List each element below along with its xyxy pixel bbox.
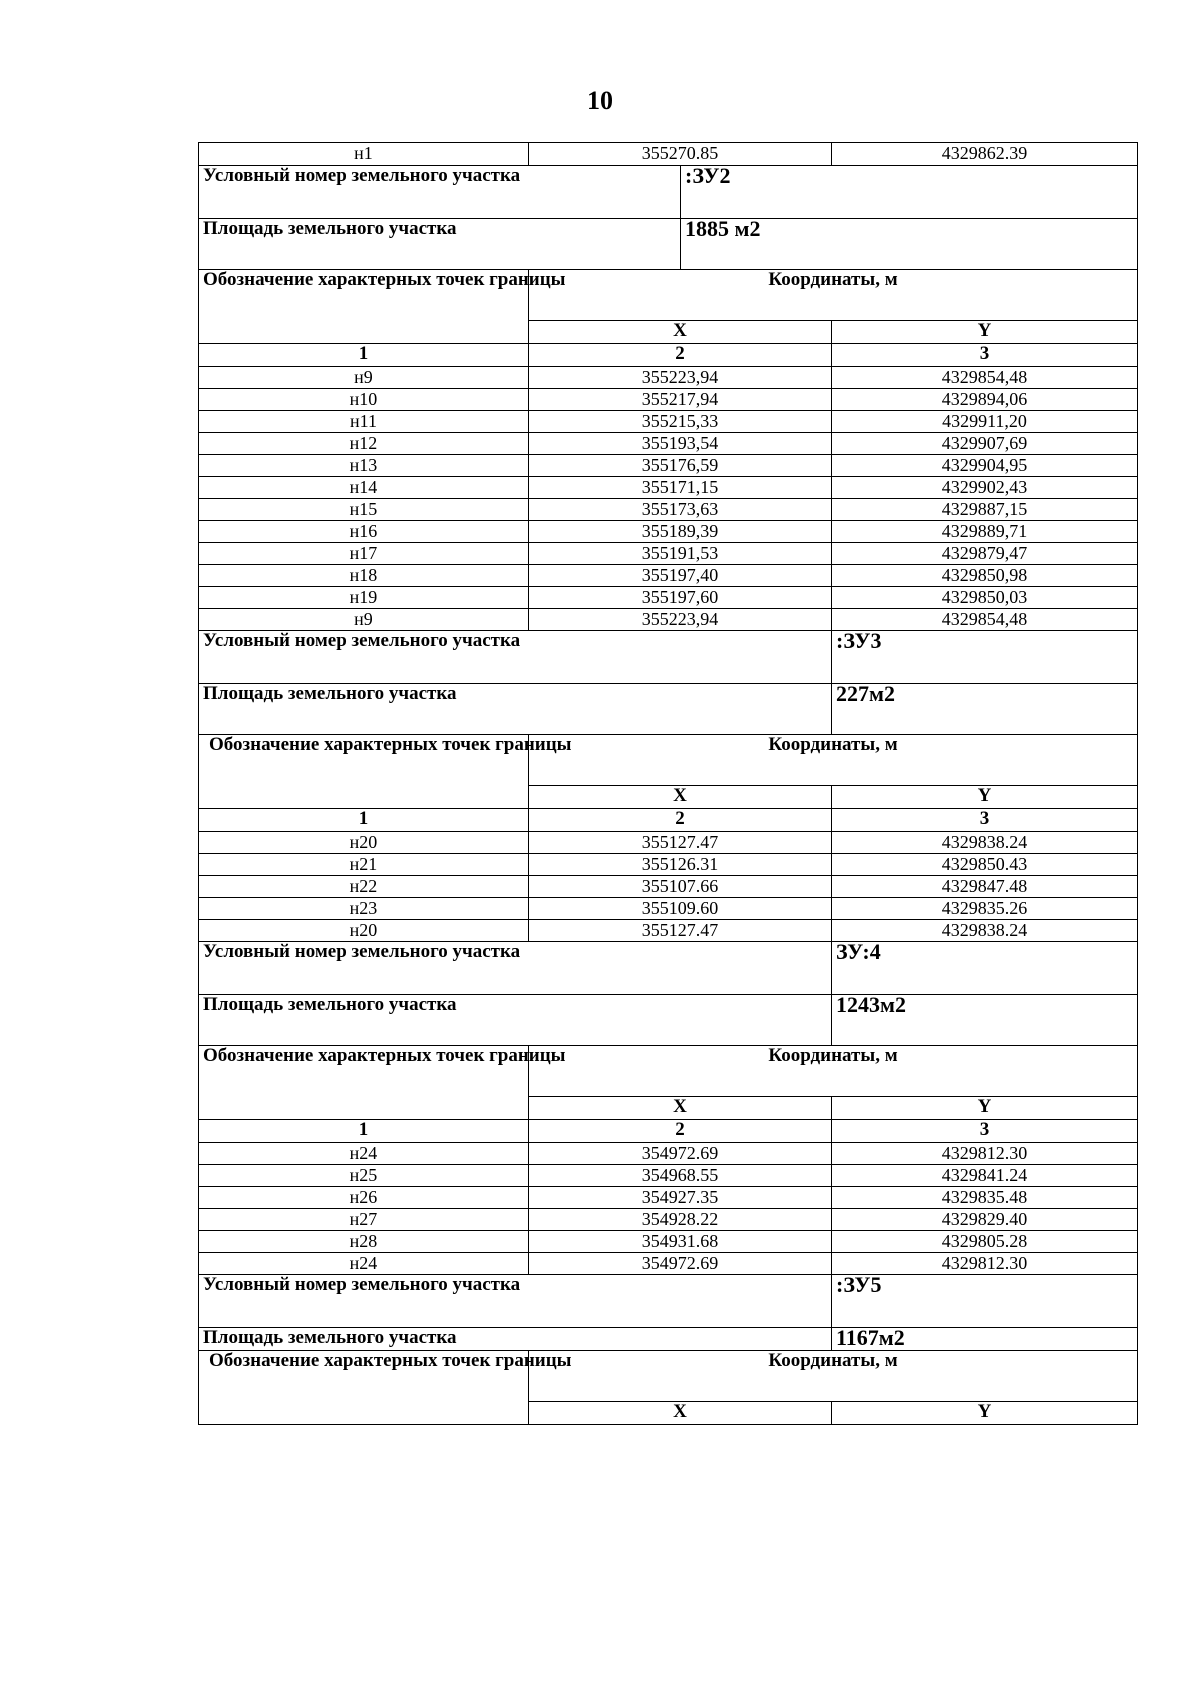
point-cell: н13 xyxy=(199,455,529,477)
table-row xyxy=(199,411,1138,433)
coords-header-row xyxy=(199,270,1138,321)
y-cell: 4329805.28 xyxy=(832,1231,1138,1253)
y-cell: 4329850,98 xyxy=(832,565,1138,587)
x-header: X xyxy=(529,1402,832,1425)
y-header: Y xyxy=(832,321,1138,344)
x-cell: 355223,94 xyxy=(529,367,832,389)
x-cell: 354968.55 xyxy=(529,1165,832,1187)
x-cell: 355215,33 xyxy=(529,411,832,433)
table-row xyxy=(199,1231,1138,1253)
y-cell: 4329879,47 xyxy=(832,543,1138,565)
point-cell: н10 xyxy=(199,389,529,411)
parcel-number-row xyxy=(199,166,1138,219)
x-cell: 355173,63 xyxy=(529,499,832,521)
col-number-2: 2 xyxy=(529,1120,832,1143)
point-cell: н22 xyxy=(199,876,529,898)
table-row xyxy=(199,876,1138,898)
table-row xyxy=(199,609,1138,631)
point-cell: н11 xyxy=(199,411,529,433)
y-cell: 4329854,48 xyxy=(832,367,1138,389)
table-row xyxy=(199,389,1138,411)
coordinates-label: Координаты, м xyxy=(529,735,1138,786)
table-row xyxy=(199,543,1138,565)
parcel-area-label: Площадь земельного участка xyxy=(199,684,832,735)
page-number: 10 xyxy=(587,86,613,115)
parcel-number-label: Условный номер земельного участка xyxy=(199,166,681,219)
parcel-number-value: :ЗУ3 xyxy=(832,631,1138,684)
col-number-1: 1 xyxy=(199,1120,529,1143)
y-cell: 4329812.30 xyxy=(832,1253,1138,1275)
table-row xyxy=(199,143,1138,166)
parcel-area-value: 1243м2 xyxy=(832,995,1138,1046)
x-header: X xyxy=(529,786,832,809)
y-header: Y xyxy=(832,1097,1138,1120)
x-cell: 355176,59 xyxy=(529,455,832,477)
y-header: Y xyxy=(832,1402,1138,1425)
point-cell: н23 xyxy=(199,898,529,920)
parcel-area-label: Площадь земельного участка xyxy=(199,1328,832,1351)
y-cell: 4329902,43 xyxy=(832,477,1138,499)
x-cell: 355126.31 xyxy=(529,854,832,876)
parcel-area-label: Площадь земельного участка xyxy=(199,995,832,1046)
col-number-3: 3 xyxy=(832,809,1138,832)
parcel-area-row xyxy=(199,219,1138,270)
coords-header-row xyxy=(199,1351,1138,1402)
point-cell: н14 xyxy=(199,477,529,499)
coordinates-label: Координаты, м xyxy=(529,1046,1138,1097)
parcel-number-label: Условный номер земельного участка xyxy=(199,1275,832,1328)
x-cell: 355109.60 xyxy=(529,898,832,920)
y-cell: 4329904,95 xyxy=(832,455,1138,477)
points-designation-label: Обозначение характерных точек границы xyxy=(199,270,529,344)
parcel-number-label: Условный номер земельного участка xyxy=(199,631,832,684)
point-cell: н19 xyxy=(199,587,529,609)
coordinates-table xyxy=(198,142,1138,1425)
coordinates-label: Координаты, м xyxy=(529,270,1138,321)
x-cell: 355107.66 xyxy=(529,876,832,898)
x-cell: 355197,40 xyxy=(529,565,832,587)
x-cell: 355197,60 xyxy=(529,587,832,609)
y-cell: 4329907,69 xyxy=(832,433,1138,455)
coords-header-row xyxy=(199,735,1138,786)
parcel-area-label: Площадь земельного участка xyxy=(199,219,681,270)
table-row xyxy=(199,1187,1138,1209)
table-row xyxy=(199,1143,1138,1165)
parcel-number-value: :ЗУ5 xyxy=(832,1275,1138,1328)
table-row xyxy=(199,433,1138,455)
coords-header-row xyxy=(199,1046,1138,1097)
point-cell: н27 xyxy=(199,1209,529,1231)
y-header: Y xyxy=(832,786,1138,809)
x-cell: 354928.22 xyxy=(529,1209,832,1231)
table-row xyxy=(199,499,1138,521)
points-designation-label: Обозначение характерных точек границы xyxy=(199,735,529,809)
x-cell: 355189,39 xyxy=(529,521,832,543)
x-cell: 354972.69 xyxy=(529,1143,832,1165)
y-cell: 4329835.48 xyxy=(832,1187,1138,1209)
y-cell: 4329911,20 xyxy=(832,411,1138,433)
table-row xyxy=(199,920,1138,942)
point-cell: н20 xyxy=(199,920,529,942)
parcel-area-row xyxy=(199,1328,1138,1351)
x-cell: 354972.69 xyxy=(529,1253,832,1275)
col-number-2: 2 xyxy=(529,344,832,367)
x-cell: 354927.35 xyxy=(529,1187,832,1209)
table-row xyxy=(199,832,1138,854)
parcel-number-row xyxy=(199,942,1138,995)
parcel-number-label: Условный номер земельного участка xyxy=(199,942,832,995)
point-cell: н12 xyxy=(199,433,529,455)
point-cell: н17 xyxy=(199,543,529,565)
y-cell: 4329850,03 xyxy=(832,587,1138,609)
point-cell: н24 xyxy=(199,1143,529,1165)
y-cell: 4329854,48 xyxy=(832,609,1138,631)
y-cell: 4329838.24 xyxy=(832,832,1138,854)
point-cell: н28 xyxy=(199,1231,529,1253)
point-cell: н26 xyxy=(199,1187,529,1209)
point-cell: н9 xyxy=(199,367,529,389)
table-row xyxy=(199,477,1138,499)
y-cell: 4329847.48 xyxy=(832,876,1138,898)
x-header: X xyxy=(529,321,832,344)
table-row xyxy=(199,1165,1138,1187)
point-cell: н16 xyxy=(199,521,529,543)
x-cell: 355270.85 xyxy=(529,143,832,166)
y-cell: 4329838.24 xyxy=(832,920,1138,942)
point-cell: н20 xyxy=(199,832,529,854)
parcel-number-row xyxy=(199,631,1138,684)
table-row xyxy=(199,898,1138,920)
table-row xyxy=(199,587,1138,609)
col-number-1: 1 xyxy=(199,809,529,832)
y-cell: 4329894,06 xyxy=(832,389,1138,411)
x-cell: 355223,94 xyxy=(529,609,832,631)
col-number-1: 1 xyxy=(199,344,529,367)
table-row xyxy=(199,367,1138,389)
column-numbers-row xyxy=(199,344,1138,367)
table-row xyxy=(199,1209,1138,1231)
y-cell: 4329835.26 xyxy=(832,898,1138,920)
y-cell: 4329889,71 xyxy=(832,521,1138,543)
point-cell: н21 xyxy=(199,854,529,876)
x-cell: 355191,53 xyxy=(529,543,832,565)
table-row xyxy=(199,565,1138,587)
table-row xyxy=(199,521,1138,543)
x-cell: 355193,54 xyxy=(529,433,832,455)
x-cell: 354931.68 xyxy=(529,1231,832,1253)
point-cell: н15 xyxy=(199,499,529,521)
parcel-number-row xyxy=(199,1275,1138,1328)
parcel-area-value: 1167м2 xyxy=(832,1328,1138,1351)
y-cell: 4329829.40 xyxy=(832,1209,1138,1231)
points-designation-label: Обозначение характерных точек границы xyxy=(199,1046,529,1120)
column-numbers-row xyxy=(199,1120,1138,1143)
y-cell: 4329887,15 xyxy=(832,499,1138,521)
parcel-area-value: 1885 м2 xyxy=(681,219,1138,270)
y-cell: 4329850.43 xyxy=(832,854,1138,876)
x-cell: 355127.47 xyxy=(529,920,832,942)
parcel-area-row xyxy=(199,684,1138,735)
table-row xyxy=(199,1253,1138,1275)
x-cell: 355217,94 xyxy=(529,389,832,411)
x-cell: 355127.47 xyxy=(529,832,832,854)
point-cell: н1 xyxy=(199,143,529,166)
column-numbers-row xyxy=(199,809,1138,832)
point-cell: н9 xyxy=(199,609,529,631)
x-header: X xyxy=(529,1097,832,1120)
coordinates-label: Координаты, м xyxy=(529,1351,1138,1402)
col-number-3: 3 xyxy=(832,344,1138,367)
parcel-number-value: ЗУ:4 xyxy=(832,942,1138,995)
parcel-area-value: 227м2 xyxy=(832,684,1138,735)
parcel-number-value: :ЗУ2 xyxy=(681,166,1138,219)
parcel-area-row xyxy=(199,995,1138,1046)
y-cell: 4329812.30 xyxy=(832,1143,1138,1165)
point-cell: н24 xyxy=(199,1253,529,1275)
col-number-2: 2 xyxy=(529,809,832,832)
col-number-3: 3 xyxy=(832,1120,1138,1143)
table-row xyxy=(199,854,1138,876)
point-cell: н25 xyxy=(199,1165,529,1187)
points-designation-label: Обозначение характерных точек границы xyxy=(199,1351,529,1425)
y-cell: 4329862.39 xyxy=(832,143,1138,166)
x-cell: 355171,15 xyxy=(529,477,832,499)
y-cell: 4329841.24 xyxy=(832,1165,1138,1187)
point-cell: н18 xyxy=(199,565,529,587)
table-row xyxy=(199,455,1138,477)
